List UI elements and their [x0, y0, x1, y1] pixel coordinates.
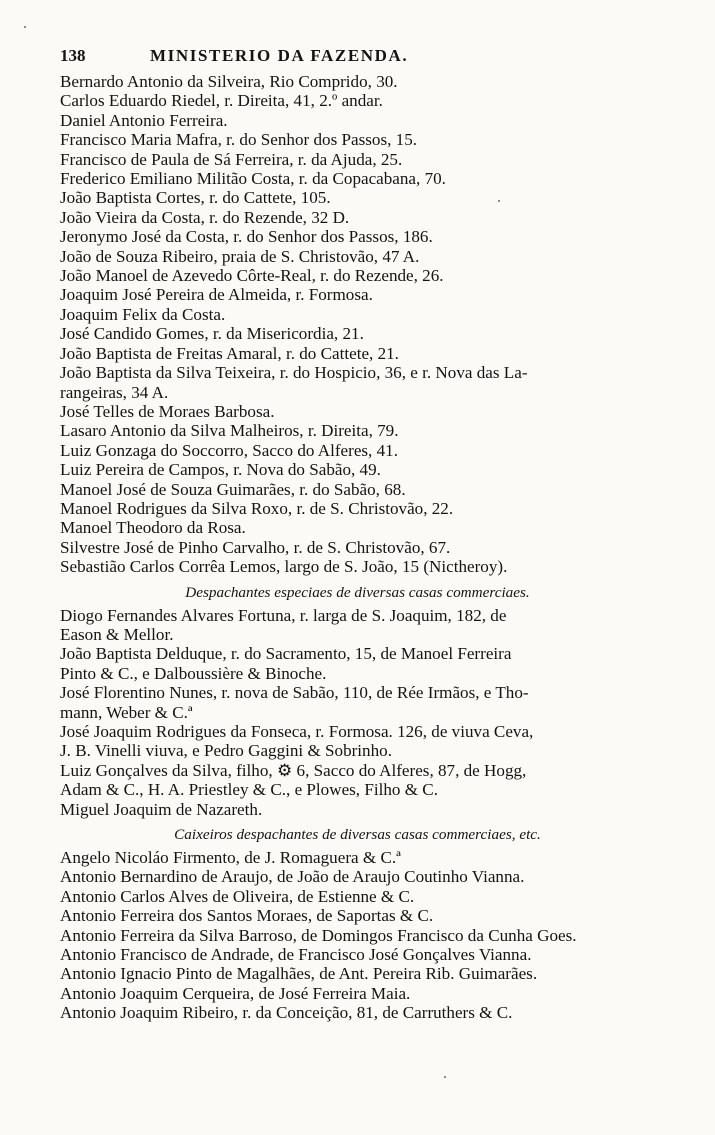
- directory-entry: Francisco de Paula de Sá Ferreira, r. da Ajuda, 25.: [60, 149, 403, 169]
- directory-entry: [60, 722, 655, 761]
- directory-entry: João de Souza Ribeiro, praia de S. Christovão, 47 A.: [60, 246, 420, 266]
- directory-entry: Joaquim José Pereira de Almeida, r. Formosa.: [60, 285, 373, 305]
- directory-body: [60, 72, 655, 1023]
- section-heading-caixeiros: Caixeiros despachantes de diversas casas commerciaes, etc.: [174, 826, 541, 844]
- directory-entry: Antonio Joaquim Ribeiro, r. da Conceição, 81, de Carruthers & C.: [60, 1003, 513, 1023]
- directory-entry: [60, 363, 655, 402]
- directory-entry: João Vieira da Costa, r. do Rezende, 32 D.: [60, 207, 350, 227]
- directory-entry: Lasaro Antonio da Silva Malheiros, r. Direita, 79.: [60, 421, 399, 441]
- section-heading-despachantes: Despachantes especiaes de diversas casas commerciaes.: [185, 583, 530, 601]
- paper-speck: [498, 200, 500, 202]
- directory-entry: João Baptista de Freitas Amaral, r. do Cattete, 21.: [60, 343, 399, 363]
- directory-entry: Antonio Ferreira dos Santos Moraes, de Saportas & C.: [60, 906, 434, 926]
- directory-entry: João Baptista Cortes, r. do Cattete, 105.: [60, 188, 331, 208]
- running-title: MINISTERIO DA FAZENDA.: [150, 46, 409, 65]
- entry-continuation-line: Eason & Mellor.: [60, 624, 174, 644]
- directory-entry: Frederico Emiliano Militão Costa, r. da Copacabana, 70.: [60, 169, 446, 189]
- directory-entry: José Candido Gomes, r. da Misericordia, 21.: [60, 324, 364, 344]
- entry-continuation-line: J. B. Vinelli viuva, e Pedro Gaggini & Sobrinho.: [60, 741, 392, 761]
- entry-line: José Joaquim Rodrigues da Fonseca, r. Formosa. 126, de viuva Ceva,: [60, 722, 534, 741]
- paper-speck: [444, 1076, 446, 1078]
- directory-entry: Joaquim Felix da Costa.: [60, 304, 226, 324]
- directory-entry: Jeronymo José da Costa, r. do Senhor dos Passos, 186.: [60, 227, 433, 247]
- paper-speck: [24, 26, 26, 28]
- directory-entry: Antonio Carlos Alves de Oliveira, de Estienne & C.: [60, 886, 415, 906]
- directory-entry: Sebastião Carlos Corrêa Lemos, largo de S. João, 15 (Nictheroy).: [60, 557, 508, 577]
- directory-entry: Manoel Theodoro da Rosa.: [60, 518, 246, 538]
- directory-entry: Antonio Bernardino de Araujo, de João de Araujo Coutinho Vianna.: [60, 867, 525, 887]
- entry-continuation-line: rangeiras, 34 A.: [60, 382, 169, 402]
- directory-entry: Manoel Rodrigues da Silva Roxo, r. de S. Christovão, 22.: [60, 498, 454, 518]
- directory-entry: Miguel Joaquim de Nazareth.: [60, 799, 263, 819]
- main-entry-list: [60, 72, 655, 577]
- directory-entry: Manoel José de Souza Guimarães, r. do Sabão, 68.: [60, 479, 406, 499]
- entry-continuation-line: mann, Weber & C.ª: [60, 702, 193, 722]
- directory-entry: Antonio Ferreira da Silva Barroso, de Domingos Francisco da Cunha Goes.: [60, 925, 577, 945]
- directory-entry: Angelo Nicoláo Firmento, de J. Romaguera & C.ª: [60, 848, 401, 868]
- entry-line: Luiz Gonçalves da Silva, filho, ⚙ 6, Sacco do Alferes, 87, de Hogg,: [60, 760, 527, 780]
- entry-line: Diogo Fernandes Alvares Fortuna, r. larga de S. Joaquim, 182, de: [60, 605, 507, 625]
- directory-entry: Antonio Francisco de Andrade, de Francisco José Gonçalves Vianna.: [60, 945, 532, 965]
- entry-continuation-line: Adam & C., H. A. Priestley & C., e Plowes, Filho & C.: [60, 780, 438, 800]
- entry-line: José Florentino Nunes, r. nova de Sabão, 110, de Rée Irmãos, e Tho-: [60, 683, 529, 703]
- directory-entry: Bernardo Antonio da Silveira, Rio Comprido, 30.: [60, 72, 398, 91]
- directory-entry: Antonio Ignacio Pinto de Magalhães, de Ant. Pereira Rib. Guimarães.: [60, 964, 538, 984]
- directory-entry: Carlos Eduardo Riedel, r. Direita, 41, 2.º andar.: [60, 91, 383, 111]
- directory-entry: Francisco Maria Mafra, r. do Senhor dos Passos, 15.: [60, 130, 418, 150]
- directory-entry: Daniel Antonio Ferreira.: [60, 110, 228, 130]
- directory-entry: José Telles de Moraes Barbosa.: [60, 401, 275, 421]
- caixeiros-entry-list: [60, 848, 655, 1023]
- despachantes-entry-list: [60, 606, 655, 819]
- page-header: [60, 45, 480, 67]
- entry-line: João Baptista Delduque, r. do Sacramento, 15, de Manoel Ferreira: [60, 644, 512, 664]
- page-number: 138: [60, 46, 86, 65]
- directory-entry: [60, 761, 655, 800]
- directory-entry: [60, 683, 655, 722]
- directory-entry: Antonio Joaquim Cerqueira, de José Ferreira Maia.: [60, 983, 411, 1003]
- directory-entry: Luiz Pereira de Campos, r. Nova do Sabão, 49.: [60, 460, 381, 480]
- entry-continuation-line: Pinto & C., e Dalboussière & Binoche.: [60, 663, 327, 683]
- directory-entry: João Manoel de Azevedo Côrte-Real, r. do Rezende, 26.: [60, 266, 444, 286]
- directory-entry: [60, 606, 655, 645]
- directory-entry: Silvestre José de Pinho Carvalho, r. de S. Christovão, 67.: [60, 537, 451, 557]
- directory-entry: [60, 644, 655, 683]
- directory-entry: Luiz Gonzaga do Soccorro, Sacco do Alferes, 41.: [60, 440, 398, 460]
- entry-line: João Baptista da Silva Teixeira, r. do Hospicio, 36, e r. Nova das La-: [60, 363, 528, 383]
